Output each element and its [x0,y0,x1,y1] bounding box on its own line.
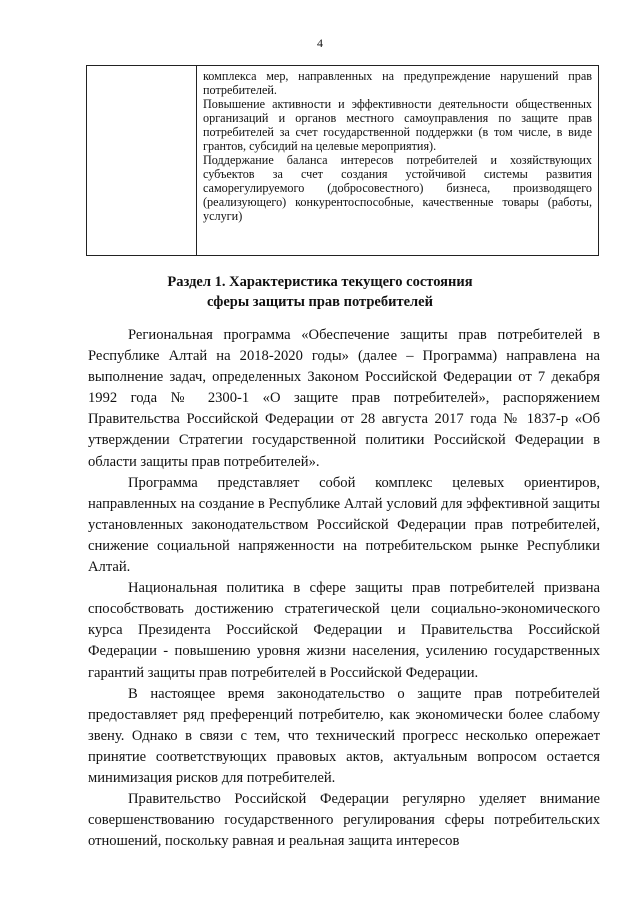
section-title-line-1: Раздел 1. Характеристика текущего состояния [167,274,473,290]
table-paragraph: Повышение активности и эффективности деятельности общественных организаций и органов местного самоуправления по защите прав потребителей за счет государственной поддержки (в том числе, в виде грантов, субсидий на целевые мероприятия). [203,97,592,153]
table-paragraph: Поддержание баланса интересов потребителей и хозяйствующих субъектов за счет создания устойчивой системы развития саморегулируемого (добросовестного) бизнеса, производящего (реализующего) конкурентоспособные, качественные товары (работы, услуги) [203,153,592,223]
table-continuation [86,65,599,256]
body-paragraph: Программа представляет собой комплекс целевых ориентиров, направленных на создание в Республике Алтай условий для эффективной защиты установленных законодательством Российской Федерации прав потребителей, снижение социальной напряженности на потребительском рынке Республики Алтай. [88,474,600,576]
table-cell-right [197,66,598,255]
section-title [0,272,640,312]
page-number: 4 [317,36,323,50]
body-paragraph: Региональная программа «Обеспечение защиты прав потребителей в Республике Алтай на 2018-2020 годы» (далее – Программа) направлена на выполнение задач, определенных Законом Российской Федерации от 7 декабря 1992 года № 2300-1 «О защите прав потребителей», распоряжением Правительства Российской Федерации от 28 августа 2017 года № 1837-р «Об утверждении Стратегии государственной политики Российской Федерации в области защиты прав потребителей». [88,327,600,470]
section-title-line-2: сферы защиты прав потребителей [207,294,433,310]
table-paragraph: комплекса мер, направленных на предупреждение нарушений прав потребителей. [203,69,592,97]
body-paragraph: Национальная политика в сфере защиты прав потребителей призвана способствовать достижению стратегической цели социально-экономического курса Президента Российской Федерации и Правительства Российской Федерации - повышению уровня жизни населения, усилению государственных гарантий защиты прав потребителей в Российской Федерации. [88,580,600,681]
body-text [88,325,600,852]
body-paragraph: Правительство Российской Федерации регулярно уделяет внимание совершенствованию государственного регулирования сферы потребительских отношений, поскольку равная и реальная защита интересов [88,791,600,850]
body-paragraph: В настоящее время законодательство о защите прав потребителей предоставляет ряд преференций потребителю, как экономически более слабому звену. Однако в связи с тем, что технический прогресс несколько опережает принятие соответствующих правовых актов, актуальным вопросом остается минимизация рисков для потребителей. [88,685,600,786]
table-cell-left [87,66,197,255]
